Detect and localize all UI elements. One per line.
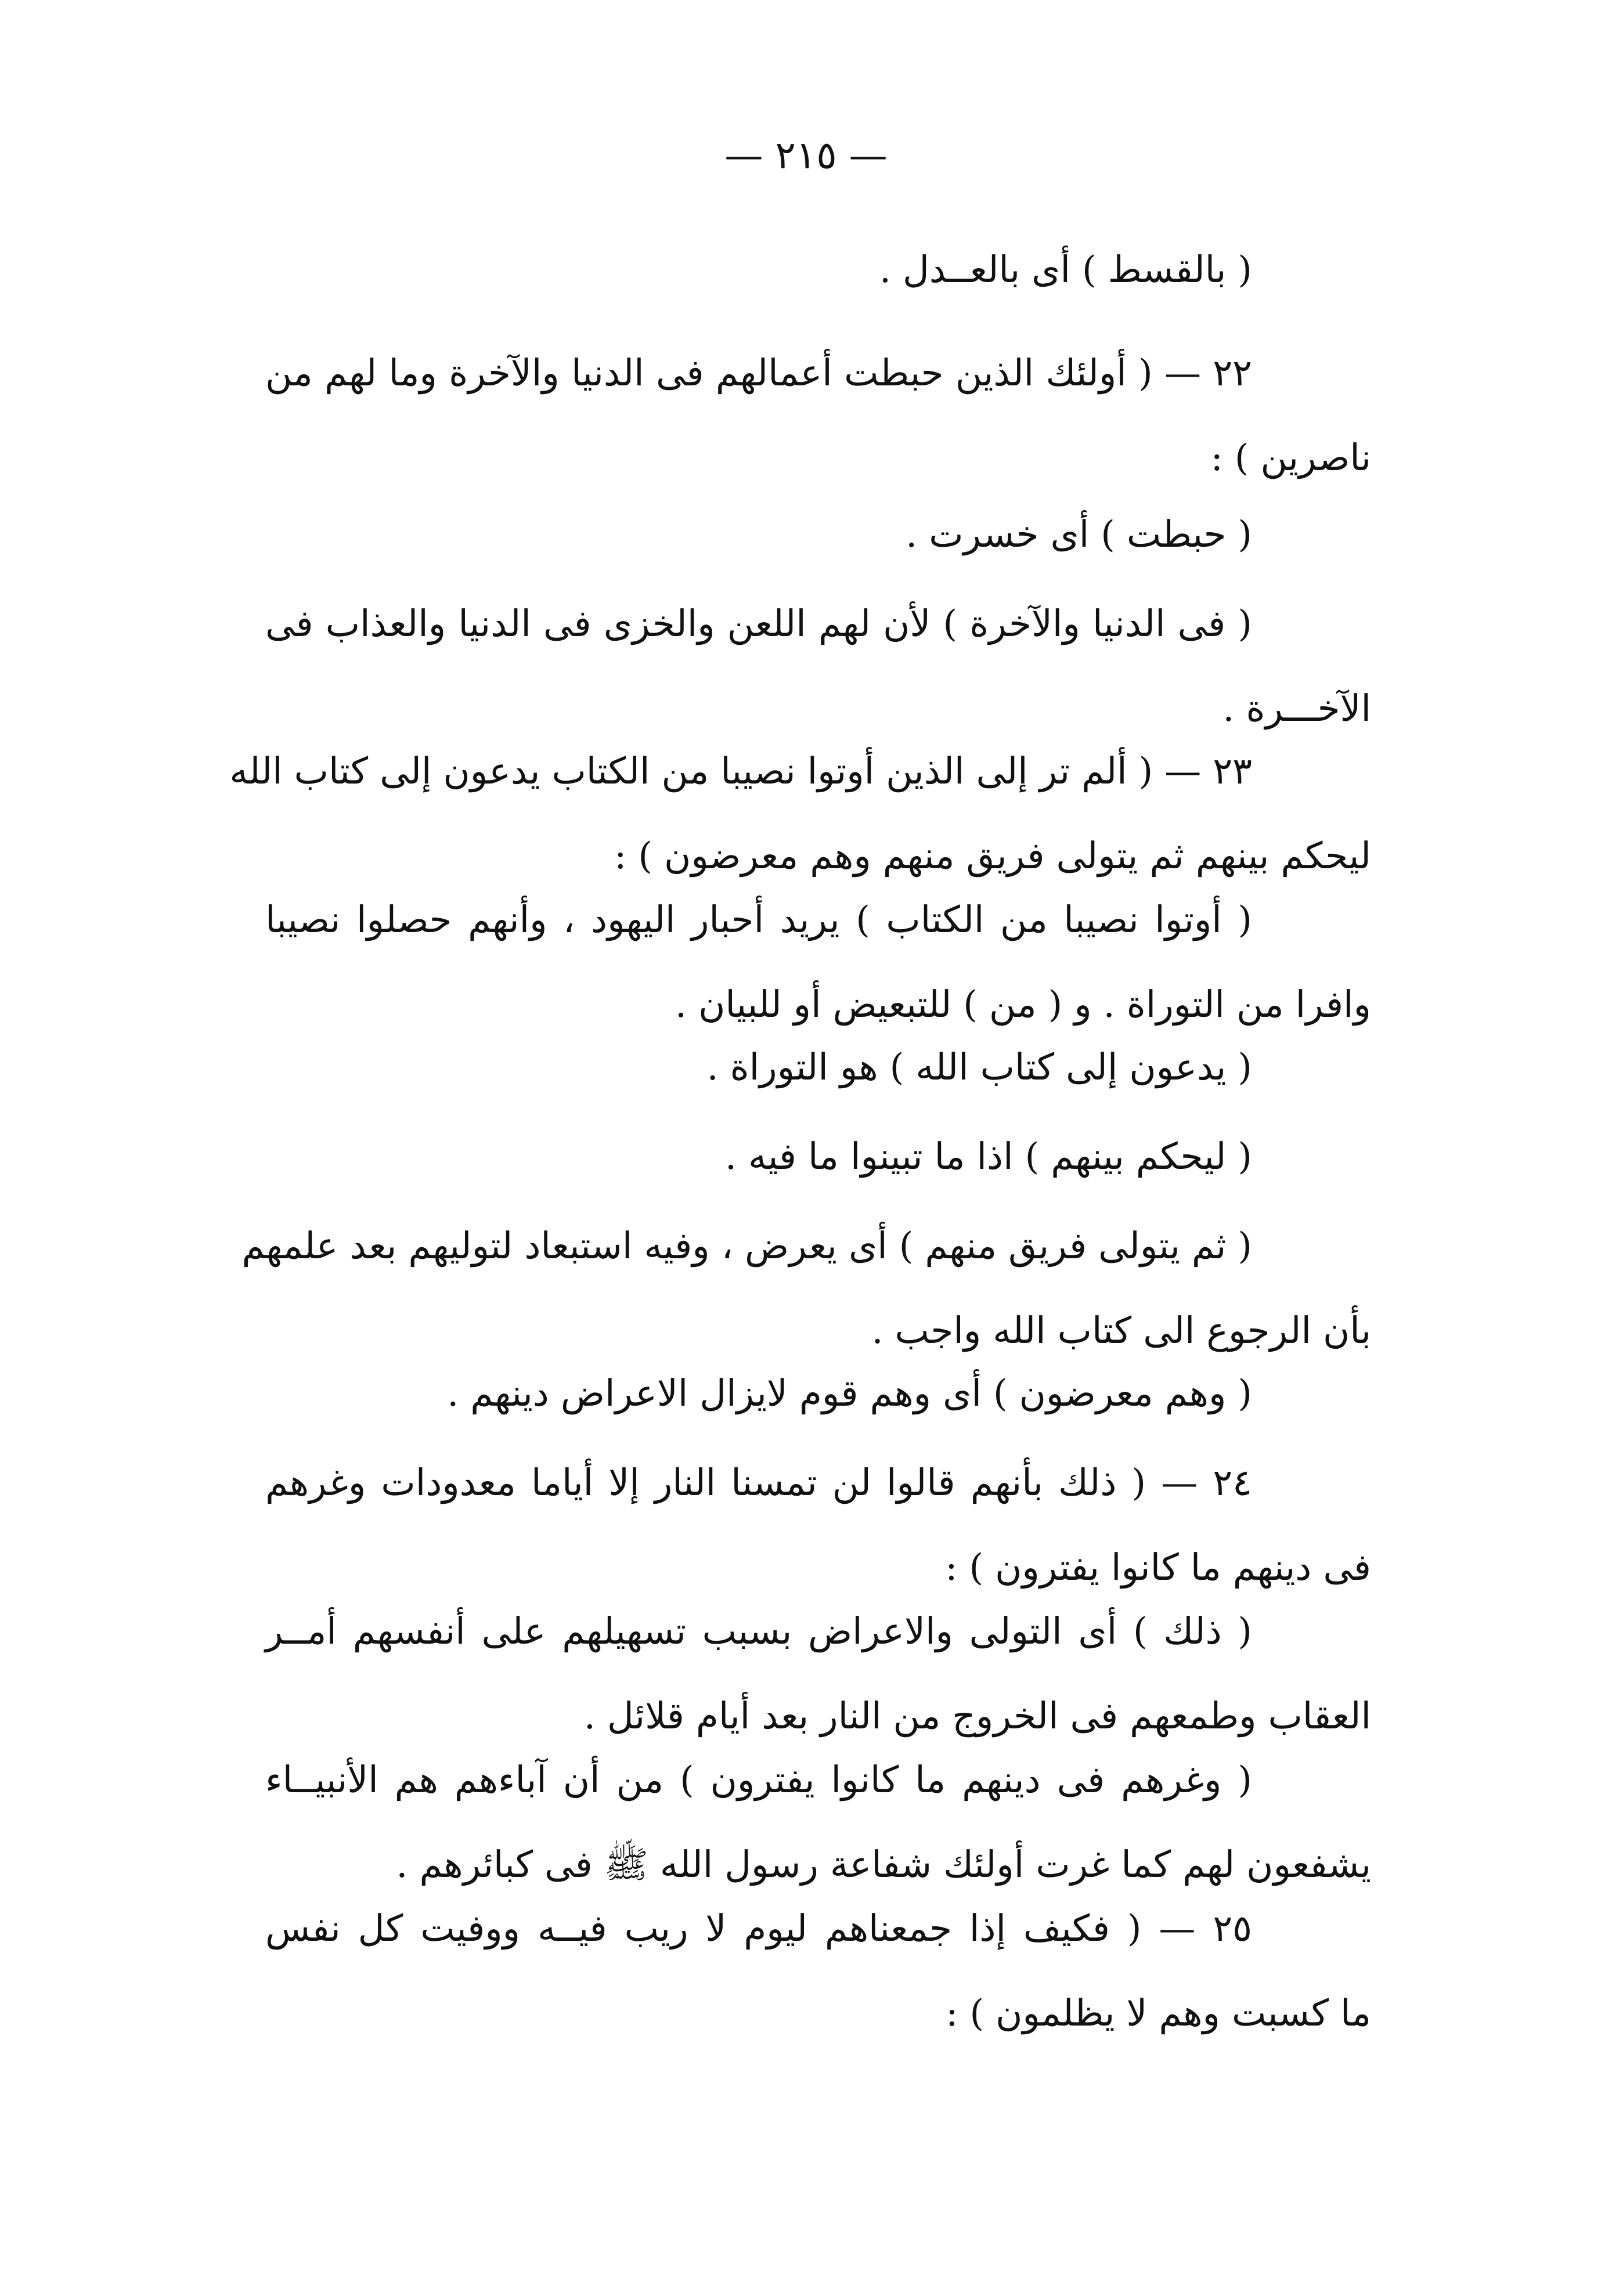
paragraph	[265, 1025, 1371, 1110]
text-line: ( ثم يتولى فريق منهم ) أى يعرض ، وفيه استبعاد لتوليهم بعد علمهم	[241, 1225, 1252, 1267]
paragraph	[265, 1351, 1371, 1436]
text-line: العقاب وطمعهم فى الخروج من النار بعد أيام قلائل .	[583, 1695, 1371, 1737]
paragraph	[265, 1738, 1371, 1907]
text-line: ( ليحكم بينهم ) اذا ما تبينوا ما فيه .	[725, 1135, 1252, 1178]
text-line: ( أوتوا نصيبا من الكتاب ) يريد أحبار اليهود ، وأنهم حصلوا نصيبا	[265, 898, 1252, 941]
verse-paragraph	[265, 1886, 1371, 2056]
text-line: ( فى الدنيا والآخرة ) لأن لهم اللعن والخزى فى الدنيا والعذاب فى	[265, 602, 1252, 645]
paragraph	[265, 1589, 1371, 1759]
text-line: ناصرين ) :	[1210, 436, 1371, 479]
paragraph	[265, 1114, 1371, 1199]
text-line: ليحكم بينهم ثم يتولى فريق منهم وهم معرضون ) :	[614, 835, 1371, 877]
text-line: ٢٣ — ( ألم تر إلى الذين أوتوا نصيبا من الكتاب يدعون إلى كتاب الله	[229, 750, 1252, 792]
text-line: يشفعون لهم كما غرت أولئك شفاعة رسول الله ﷺ فى كبائرهم .	[396, 1843, 1371, 1886]
paragraph	[265, 228, 1371, 312]
text-line: فى دينهم ما كانوا يفترون ) :	[945, 1546, 1371, 1589]
text-line: الآخـــرة .	[1222, 687, 1371, 730]
verse-paragraph	[265, 331, 1371, 500]
text-line: ٢٥ — ( فكيف إذا جمعناهم ليوم لا ريب فيــه ووفيت كل نفس	[265, 1907, 1252, 1950]
text-line: بأن الرجوع الى كتاب الله واجب .	[871, 1309, 1371, 1352]
text-line: ( حبطت ) أى خسرت .	[906, 513, 1252, 555]
paragraph	[265, 582, 1371, 751]
paragraph	[241, 1204, 1371, 1373]
verse-paragraph	[265, 1441, 1371, 1610]
text-line: ٢٢ — ( أولئك الذين حبطت أعمالهم فى الدنيا والآخرة وما لهم من	[265, 352, 1252, 394]
text-line: ( وغرهم فى دينهم ما كانوا يفترون ) من أن آباءهم هم الأنبيــاء	[265, 1759, 1252, 1801]
text-line: ما كسبت وهم لا يظلمون ) :	[946, 1992, 1371, 2034]
text-line: ( يدعون إلى كتاب الله ) هو التوراة .	[706, 1046, 1252, 1088]
text-line: ( وهم معرضون ) أى وهم قوم لايزال الاعراض دينهم .	[447, 1372, 1252, 1414]
text-line: ( بالقسط ) أى بالعــدل .	[879, 248, 1252, 291]
paragraph	[265, 492, 1371, 577]
text-line: وافرا من التوراة . و ( من ) للتبعيض أو للبيان .	[675, 983, 1371, 1026]
text-line: ٢٤ — ( ذلك بأنهم قالوا لن تمسنا النار إلا أياما معدودات وغرهم	[265, 1461, 1252, 1504]
verse-paragraph	[229, 729, 1371, 898]
text-line: ( ذلك ) أى التولى والاعراض بسبب تسهيلهم على أنفسهم أمــر	[265, 1610, 1252, 1652]
paragraph	[265, 878, 1371, 1047]
page-number: — ٢١٥ —	[724, 133, 888, 178]
